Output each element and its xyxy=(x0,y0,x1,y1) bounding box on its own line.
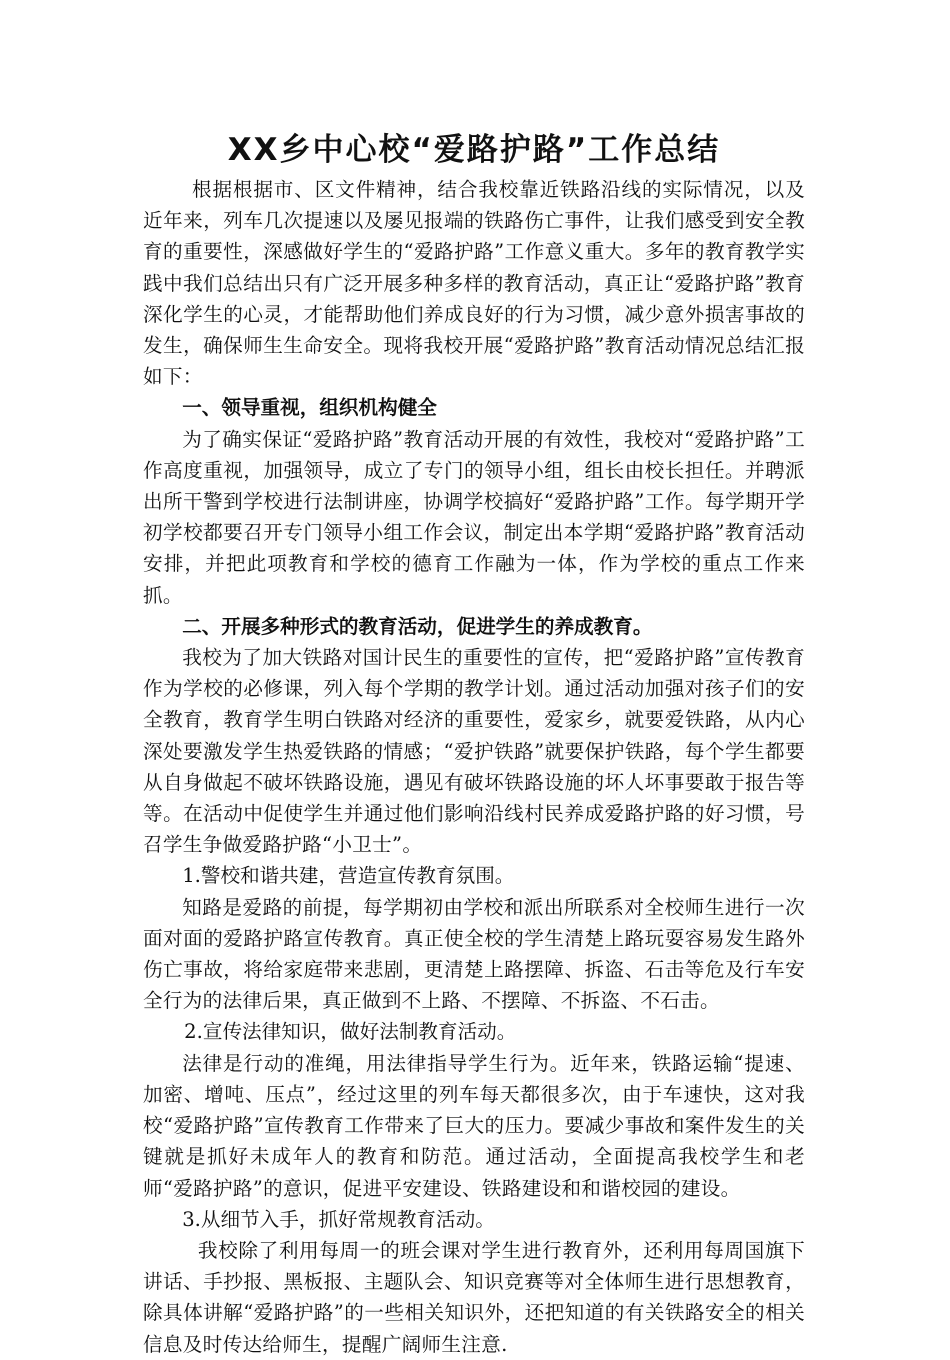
item-1-paragraph: 知路是爱路的前提，每学期初由学校和派出所联系对全校师生进行一次面对面的爱路护路宣传教育。真正使全校的学生清楚上路玩耍容易发生路外伤亡事故，将给家庭带来悲剧，更清楚上路摆障、拆盗、石击等危及行车安全行为的法律后果，真正做到不上路、不摆障、不拆盗、不石击。 xyxy=(143,895,805,1013)
section-2-heading: 二、开展多种形式的教育活动，促进学生的养成教育。 xyxy=(182,614,653,638)
item-1-heading: 1.警校和谐共建，营造宣传教育氛围。 xyxy=(182,864,515,888)
item-3-paragraph: 我校除了利用每周一的班会课对学生进行教育外，还利用每周国旗下讲话、手抄报、黑板报、主题队会、知识竞赛等对全体师生进行思想教育，除具体讲解“爱路护路”的一些相关知识外，还把知道的有关铁路安全的相关信息及时传达给师生，提醒广阔师生注意. xyxy=(143,1238,805,1356)
document-page xyxy=(143,128,805,1360)
intro-paragraph: 根据根据市、区文件精神，结合我校靠近铁路沿线的实际情况，以及近年来，列车几次提速以及屡见报端的铁路伤亡事件，让我们感受到安全教育的重要性，深感做好学生的“爱路护路”工作意义重大。多年的教育教学实践中我们总结出只有广泛开展多种多样的教育活动，真正让“爱路护路”教育深化学生的心灵，才能帮助他们养成良好的行为习惯，减少意外损害事故的发生，确保师生生命安全。现将我校开展“爱路护路”教育活动情况总结汇报如下： xyxy=(143,178,805,389)
document-title: XX乡中心校“爱路护路”工作总结 xyxy=(227,132,721,168)
section-1-paragraph: 为了确实保证“爱路护路”教育活动开展的有效性，我校对“爱路护路”工作高度重视，加强领导，成立了专门的领导小组，组长由校长担任。并聘派出所干警到学校进行法制讲座，协调学校搞好“爱路护路”工作。每学期开学初学校都要召开专门领导小组工作会议，制定出本学期“爱路护路”教育活动安排，并把此项教育和学校的德育工作融为一体，作为学校的重点工作来抓。 xyxy=(143,427,805,607)
section-1-heading: 一、领导重视，组织机构健全 xyxy=(182,396,437,420)
section-2-paragraph: 我校为了加大铁路对国计民生的重要性的宣传，把“爱路护路”宣传教育作为学校的必修课，列入每个学期的教学计划。通过活动加强对孩子们的安全教育，教育学生明白铁路对经济的重要性，爱家乡，就要爱铁路，从内心深处要激发学生热爱铁路的情感；“爱护铁路”就要保护铁路，每个学生都要从自身做起不破坏铁路设施，遇见有破坏铁路设施的坏人坏事要敢于报告等等。在活动中促使学生并通过他们影响沿线村民养成爱路护路的好习惯，号召学生争做爱路护路“小卫士”。 xyxy=(143,646,805,857)
item-2-paragraph: 法律是行动的准绳，用法律指导学生行为。近年来，铁路运输“提速、加密、增吨、压点”，经过这里的列车每天都很多次，由于车速快，这对我校“爱路护路”宣传教育工作带来了巨大的压力。要减少事故和案件发生的关键就是抓好未成年人的教育和防范。通过活动，全面提高我校学生和老师“爱路护路”的意识，促进平安建设、铁路建设和和谐校园的建设。 xyxy=(143,1051,805,1200)
item-3-heading: 3.从细节入手，抓好常规教育活动。 xyxy=(182,1207,495,1231)
item-2-heading: 2.宣传法律知识，做好法制教育活动。 xyxy=(184,1020,517,1044)
